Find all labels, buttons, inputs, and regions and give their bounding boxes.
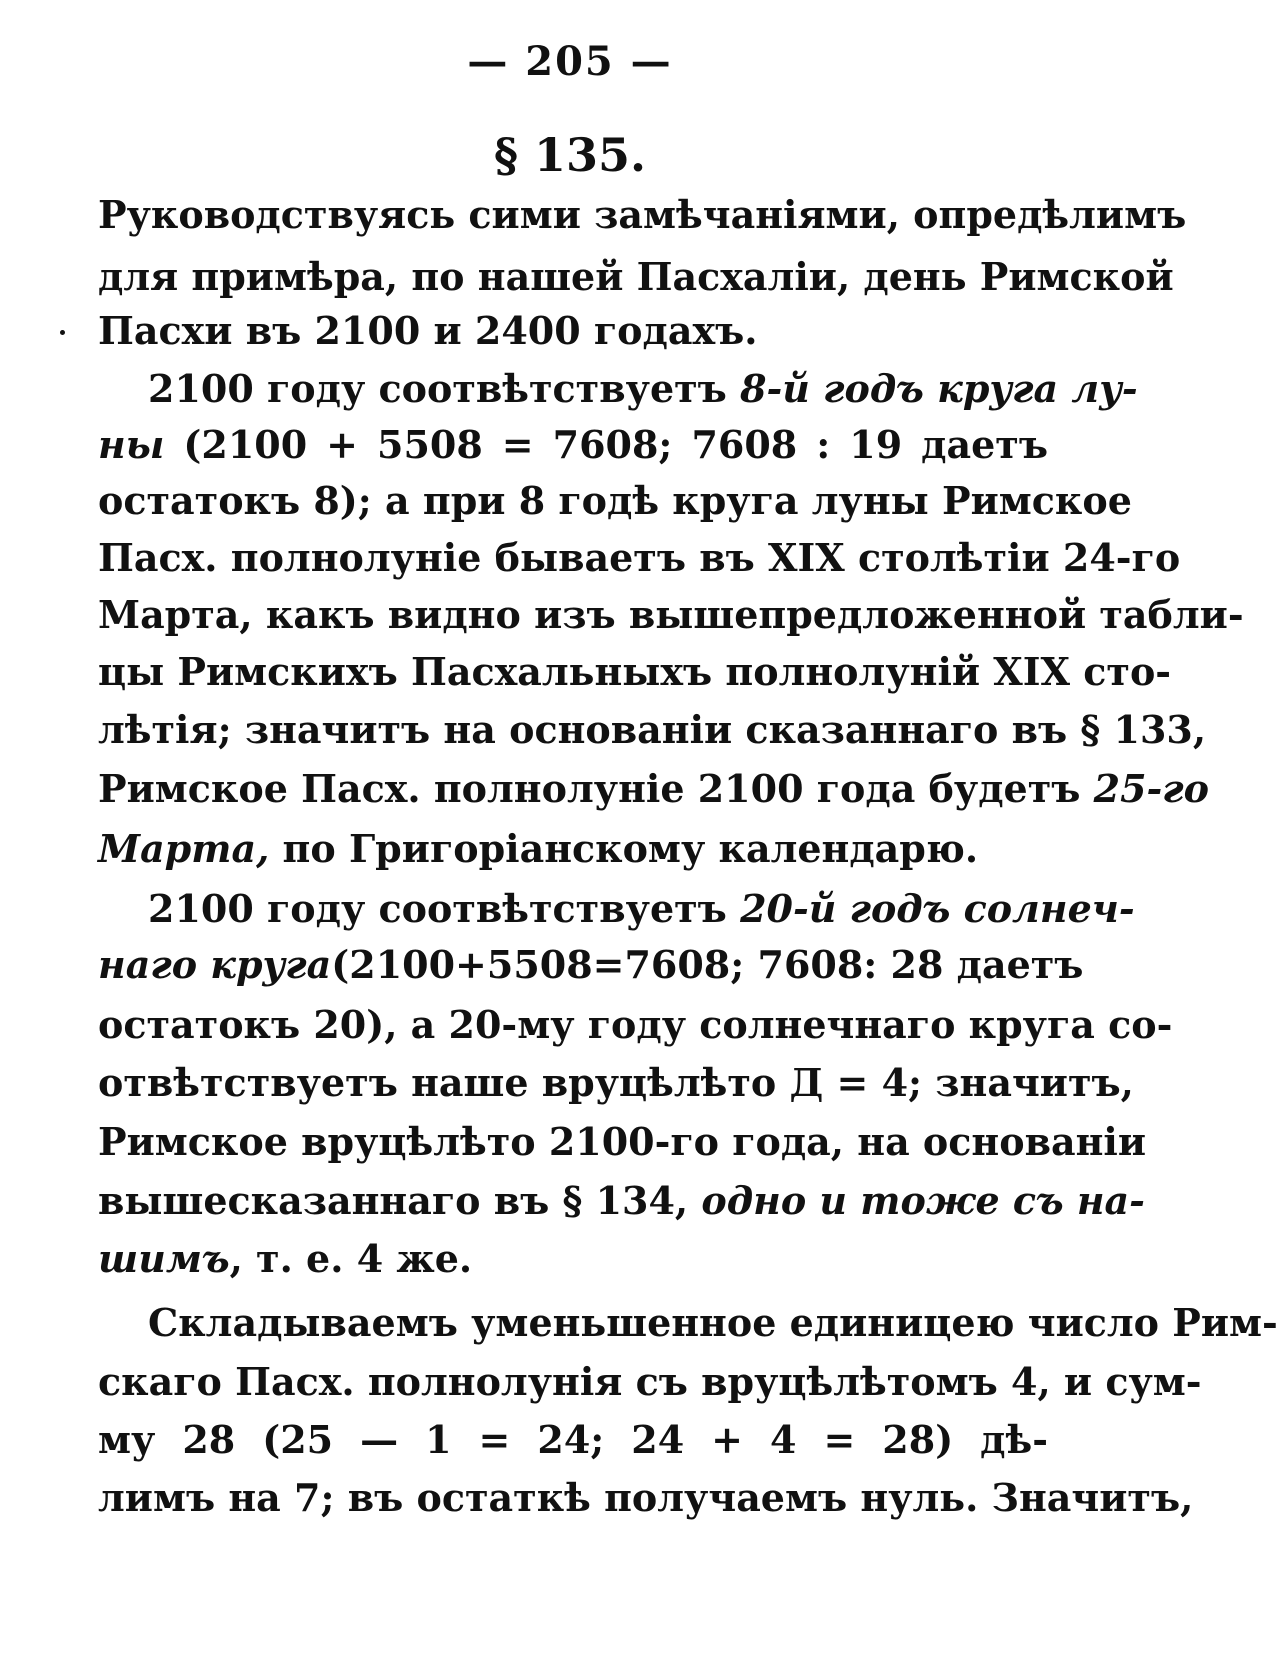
text-run: Римское вруцѣлѣто 2100-го года, на основаніи <box>98 1119 1147 1164</box>
text-run: (2100 + 5508 = 7608; 7608 : 19 даетъ <box>164 422 1048 467</box>
text-line <box>98 639 1172 705</box>
italic-text: одно и тоже съ на- <box>701 1178 1145 1223</box>
italic-text: ны <box>98 422 165 467</box>
text-line <box>148 1290 1278 1356</box>
text-run: , т. е. 4 же. <box>229 1236 473 1281</box>
text-line <box>98 932 1084 998</box>
text-run: Марта, какъ видно изъ вышепредложенной табли- <box>98 592 1244 637</box>
text-run: 2100 году соотвѣтствуетъ <box>148 366 741 411</box>
text-line <box>98 1226 1048 1292</box>
text-run: скаго Пасх. полнолунія съ вруцѣлѣтомъ 4, и сум- <box>98 1359 1202 1404</box>
italic-text: шимъ <box>98 1236 230 1281</box>
text-line <box>98 816 1048 882</box>
text-run: Римское Пасх. полнолуніе 2100 года будетъ <box>98 766 1094 811</box>
text-line <box>98 697 1207 763</box>
text-line <box>98 1168 1145 1234</box>
text-run: вышесказаннаго въ § 134, <box>98 1178 702 1223</box>
text-line <box>98 1349 1202 1415</box>
page-number: — 205 — <box>467 38 673 85</box>
text-line <box>98 182 1187 248</box>
text-run: для примѣра, по нашей Пасхаліи, день Римской <box>98 254 1174 299</box>
italic-text: Марта, <box>98 826 270 871</box>
italic-text: 25-го <box>1093 766 1210 811</box>
text-run: отвѣтствуетъ наше вруцѣлѣто Д = 4; значитъ, <box>98 1060 1134 1105</box>
text-run: Складываемъ уменьшенное единицею число Рим- <box>148 1300 1278 1345</box>
text-line <box>98 1407 1048 1473</box>
text-line <box>98 1465 1194 1531</box>
ink-speck <box>60 330 65 335</box>
italic-text: наго круга <box>98 942 332 987</box>
text-run: Руководствуясь сими замѣчаніями, опредѣлимъ <box>98 192 1187 237</box>
text-line <box>98 1050 1134 1116</box>
italic-text: 8-й годъ круга лу- <box>740 366 1138 411</box>
text-run: остатокъ 8); а при 8 годѣ круга луны Римское <box>98 478 1132 523</box>
text-line <box>98 298 1048 364</box>
text-line <box>98 1109 1147 1175</box>
text-run: по Григоріанскому календарю. <box>269 826 979 871</box>
text-run: Пасхи въ 2100 и 2400 годахъ. <box>98 308 758 353</box>
section-heading: § 135. <box>493 128 647 182</box>
text-run: лимъ на 7; въ остаткѣ получаемъ нуль. Значитъ, <box>98 1475 1194 1520</box>
text-line <box>98 756 1210 822</box>
text-run: му 28 (25 — 1 = 24; 24 + 4 = 28) дѣ- <box>98 1417 1048 1462</box>
text-run: (2100+5508=7608; 7608: 28 даетъ <box>331 942 1084 987</box>
text-run: 2100 году соотвѣтствуетъ <box>148 886 741 931</box>
text-run: лѣтія; значитъ на основаніи сказаннаго въ § 133, <box>98 707 1207 752</box>
text-run: цы Римскихъ Пасхальныхъ полнолуній XIX сто- <box>98 649 1172 694</box>
text-line <box>98 992 1173 1058</box>
text-run: Пасх. полнолуніе бываетъ въ XIX столѣтіи 24-го <box>98 535 1181 580</box>
italic-text: 20-й годъ солнеч- <box>740 886 1135 931</box>
text-run: остатокъ 20), а 20-му году солнечнаго круга со- <box>98 1002 1173 1047</box>
